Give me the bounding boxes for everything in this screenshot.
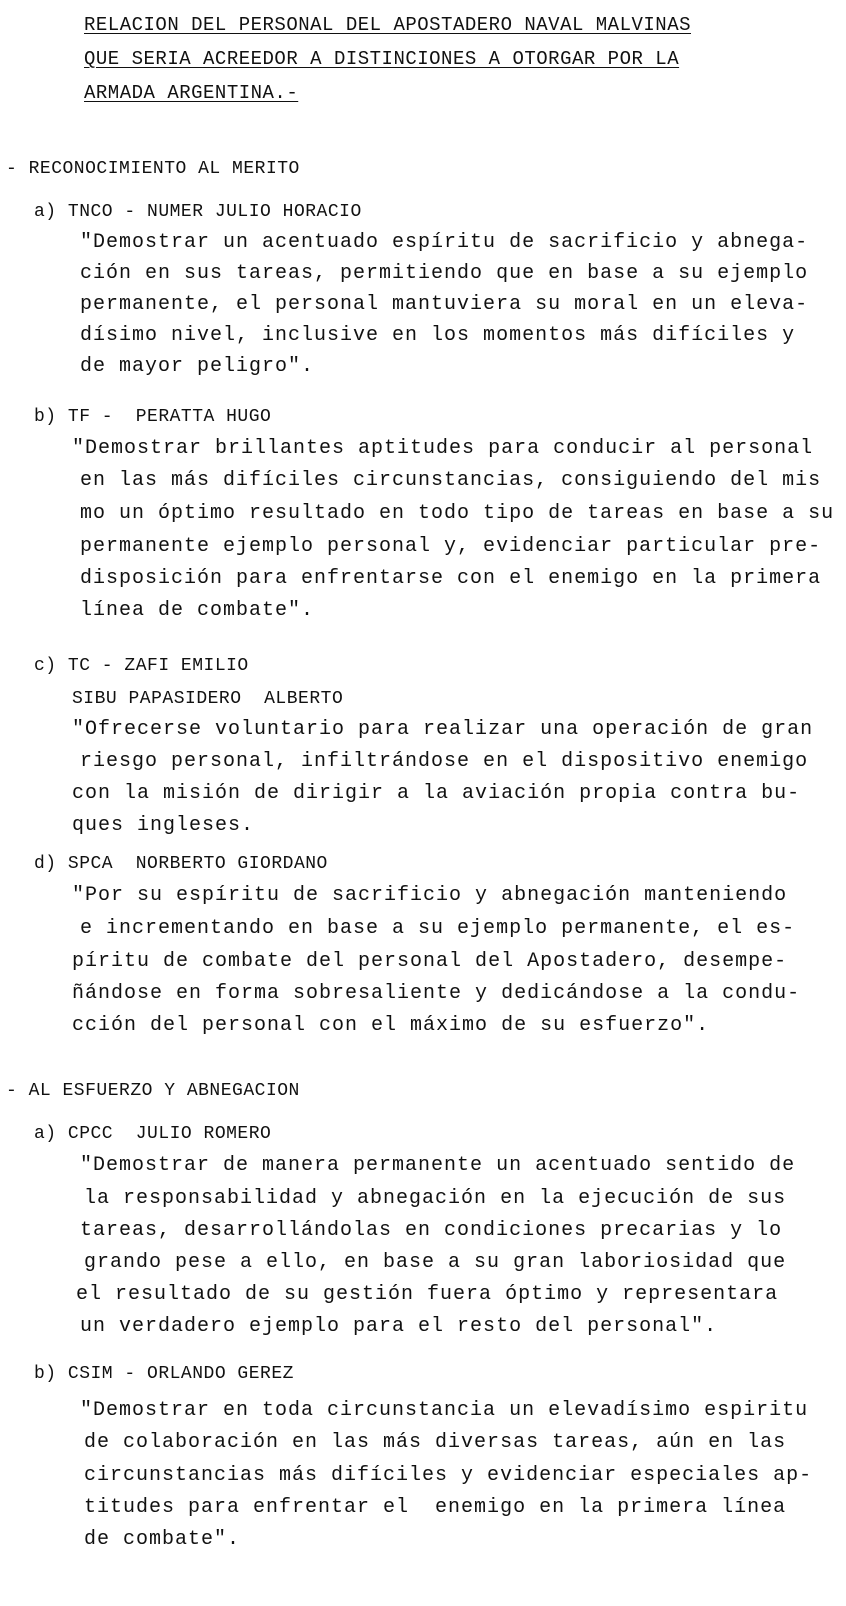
entry-header: b) CSIM - ORLANDO GEREZ: [34, 1364, 294, 1384]
entry-header: b) TF - PERATTA HUGO: [34, 407, 272, 427]
entry-text-line: ñándose en forma sobresaliente y dedicándose a la condu-: [72, 982, 801, 1005]
entry-text-line: píritu de combate del personal del Apostadero, desempe-: [72, 950, 788, 973]
entry-text-line: "Demostrar un acentuado espíritu de sacrificio y abnega-: [80, 231, 809, 254]
entry-text-line: disposición para enfrentarse con el enemigo en la primera: [80, 567, 822, 590]
entry-text-line: permanente ejemplo personal y, evidenciar particular pre-: [80, 535, 822, 558]
entry-text-line: dísimo nivel, inclusive en los momentos más difíciles y: [80, 324, 796, 347]
entry-text-line: con la misión de dirigir a la aviación propia contra bu-: [72, 782, 801, 805]
entry-text-line: un verdadero ejemplo para el resto del personal".: [80, 1315, 718, 1338]
section-heading-esfuerzo: - AL ESFUERZO Y ABNEGACION: [6, 1081, 300, 1101]
entry-text-line: grando pese a ello, en base a su gran laboriosidad que: [84, 1251, 787, 1274]
entry-header: d) SPCA NORBERTO GIORDANO: [34, 854, 328, 874]
entry-text-line: e incrementando en base a su ejemplo permanente, el es-: [80, 917, 796, 940]
entry-text-line: "Demostrar brillantes aptitudes para conducir al personal: [72, 437, 814, 460]
document-title-line-1: RELACION DEL PERSONAL DEL APOSTADERO NAVAL MALVINAS: [84, 14, 691, 36]
entry-text-line: de mayor peligro".: [80, 355, 315, 378]
entry-text-line: en las más difíciles circunstancias, consiguiendo del mis: [80, 469, 822, 492]
entry-text-line: "Por su espíritu de sacrificio y abnegación manteniendo: [72, 884, 788, 907]
entry-text-line: el resultado de su gestión fuera óptimo y representara: [76, 1283, 779, 1306]
entry-text-line: permanente, el personal mantuviera su moral en un eleva-: [80, 293, 809, 316]
entry-text-line: cción del personal con el máximo de su esfuerzo".: [72, 1014, 710, 1037]
entry-text-line: circunstancias más difíciles y evidenciar especiales ap-: [84, 1464, 813, 1487]
section-heading-merito: - RECONOCIMIENTO AL MERITO: [6, 159, 300, 179]
entry-text-line: de colaboración en las más diversas tareas, aún en las: [84, 1431, 787, 1454]
document-title-line-2: QUE SERIA ACREEDOR A DISTINCIONES A OTORGAR POR LA: [84, 48, 680, 70]
entry-text-line: mo un óptimo resultado en todo tipo de tareas en base a su: [80, 502, 835, 525]
entry-text-line: línea de combate".: [80, 599, 315, 622]
entry-text-line: tareas, desarrollándolas en condiciones precarias y lo: [80, 1219, 783, 1242]
entry-header: a) CPCC JULIO ROMERO: [34, 1124, 272, 1144]
entry-text-line: titudes para enfrentar el enemigo en la primera línea: [84, 1496, 787, 1519]
entry-text-line: la responsabilidad y abnegación en la ejecución de sus: [84, 1187, 787, 1210]
entry-text-line: "Ofrecerse voluntario para realizar una operación de gran: [72, 718, 814, 741]
entry-text-line: ques ingleses.: [72, 814, 255, 837]
entry-text-line: de combate".: [84, 1528, 241, 1551]
entry-text-line: "Demostrar en toda circunstancia un elevadísimo espiritu: [80, 1399, 809, 1422]
entry-text-line: riesgo personal, infiltrándose en el dispositivo enemigo: [80, 750, 809, 773]
entry-header: c) TC - ZAFI EMILIO: [34, 656, 249, 676]
entry-header: a) TNCO - NUMER JULIO HORACIO: [34, 202, 362, 222]
document-title-line-3: ARMADA ARGENTINA.-: [84, 82, 299, 104]
entry-text-line: "Demostrar de manera permanente un acentuado sentido de: [80, 1154, 796, 1177]
entry-header-second-name: SIBU PAPASIDERO ALBERTO: [72, 689, 344, 709]
entry-text-line: ción en sus tareas, permitiendo que en base a su ejemplo: [80, 262, 809, 285]
